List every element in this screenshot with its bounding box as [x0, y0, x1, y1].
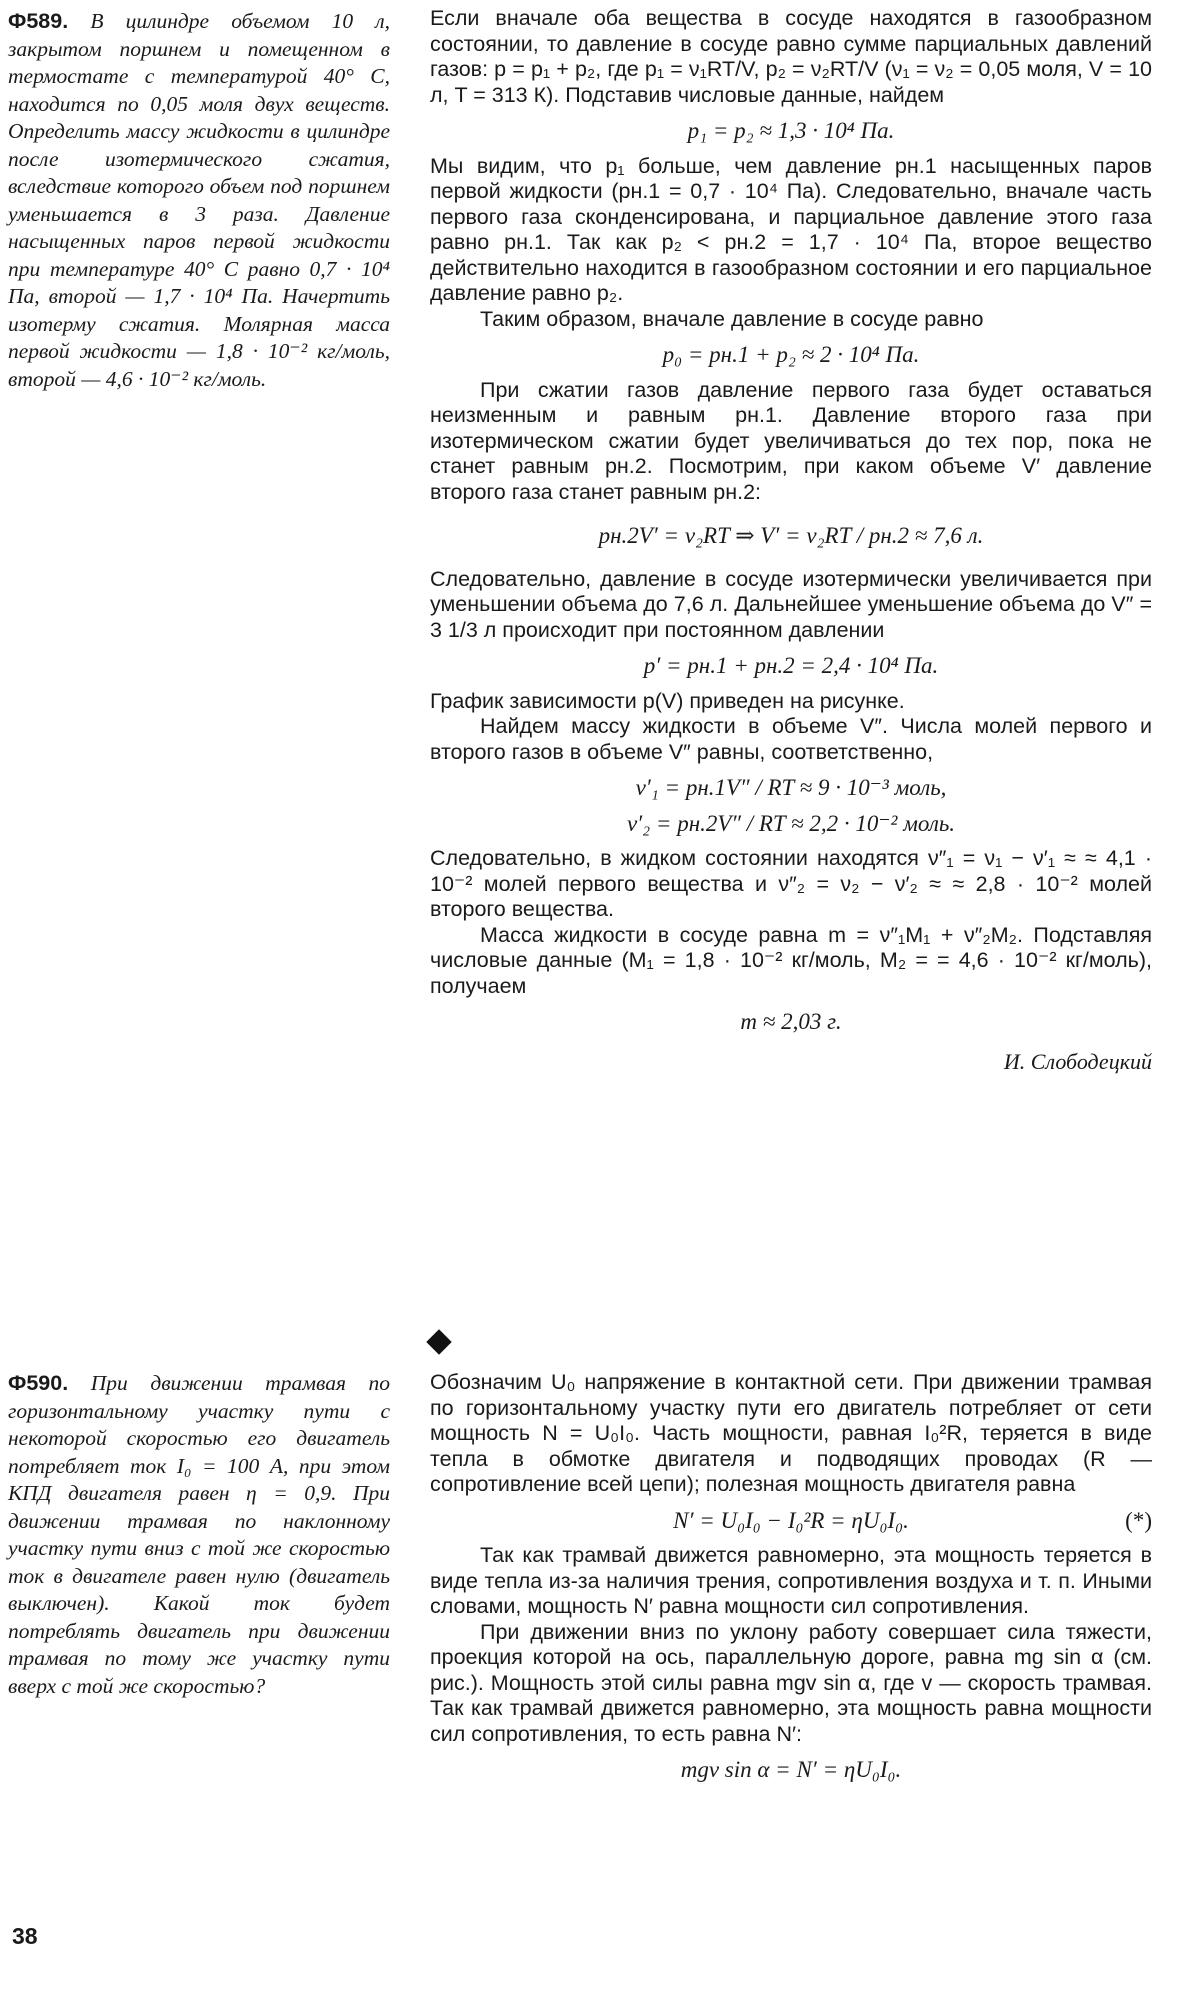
problem-589-statement: [8, 8, 390, 393]
author-signature: И. Слободецкий: [1003, 1048, 1152, 1074]
solution-589-eq-6: ν′₂ = pн.2V″ / RT ≈ 2,2 · 10⁻² моль.: [626, 810, 956, 836]
solution-590-para-2: Так как трамвай движется равномерно, эта мощность теряется в виде тепла из-за наличия трения, сопротивления воздуха и т. п. Иными словами, мощность N′ равна мощности сил сопротивления.: [430, 1543, 1152, 1618]
equation-tag: (*): [1125, 1507, 1152, 1533]
problem-590-text: При движении трамвая по горизонтальному участку пути с некоторой скоростью его двигатель потребляет ток I₀ = 100 А, при этом КПД двигателя равен η = 0,9. При движении трамвая по наклонному участку пути вниз с той же скоростью ток в двигателе равен нулю (двигатель выключен). Какой ток будет потреблять двигатель при движении трамвая по тому же участку пути вверх с той же скоростью?: [8, 1371, 391, 1698]
solution-589-eq-2: p₀ = pн.1 + p₂ ≈ 2 · 10⁴ Па.: [662, 342, 920, 367]
solution-589-eq-4: p′ = pн.1 + pн.2 = 2,4 · 10⁴ Па.: [643, 653, 939, 678]
page-number: 38: [12, 1923, 38, 1949]
solution-590-eq-1: [430, 1508, 1152, 1534]
problem-590-statement: [8, 1370, 390, 1700]
solution-590-para-3: При движении вниз по уклону работу совершает сила тяжести, проекция которой на ось, параллельную дороге, равна mg sin α (см. рис.). Мощность этой силы равна mgv sin α, где v — скорость трамвая. Так как трамвай движется равномерно, эта мощность равна мощности сил сопротивления, то есть равна N′:: [430, 1619, 1152, 1746]
solution-589-para-3: Таким образом, вначале давление в сосуде равно: [480, 306, 984, 331]
solution-589-para-2: Мы видим, что p₁ больше, чем давление pн.1 насыщенных паров первой жидкости (pн.1 = 0,7 · 10⁴ Па). Следовательно, вначале часть первого газа сконденсирована, и парциальное давление этого газа равно pн.1. Так как p₂ < pн.2 = 1,7 · 10⁴ Па, второе вещество действительно находится в газообразном состоянии и его парциальное давление равно p₂.: [430, 153, 1152, 305]
solution-589-para-1: Если вначале оба вещества в сосуде находятся в газообразном состоянии, то давление в сосуде равно сумме парциальных давлений газов: p = p₁ + p₂, где p₁ = ν₁RT/V, p₂ = ν₂RT/V (ν₁ = ν₂ = 0,05 моля, V = 10 л, T = 313 К). Подставив числовые данные, найдем: [430, 6, 1152, 107]
section-separator-diamond-icon: [426, 1329, 451, 1354]
solution-589-para-4: При сжатии газов давление первого газа будет оставаться неизменным и равным pн.1. Давление второго газа при изотермическом сжатии будет увеличиваться до тех пор, пока не станет равным pн.2. Посмотрим, при каком объеме V′ давление второго газа станет равным pн.2:: [430, 377, 1152, 504]
solution-589-para-9: Масса жидкости в сосуде равна m = ν″₁M₁ + ν″₂M₂. Подставляя числовые данные (M₁ = 1,8 · 10⁻² кг/моль, M₂ = = 4,6 · 10⁻² кг/моль), получаем: [430, 922, 1152, 998]
problem-589-solution: [430, 6, 1152, 1074]
solution-589-para-5: Следовательно, давление в сосуде изотермически увеличивается при уменьшении объема до 7,6 л. Дальнейшее уменьшение объема до V″ = 3 1/3 л происходит при постоянном давлении: [430, 566, 1152, 642]
solution-589-para-6: График зависимости p(V) приведен на рисунке.: [430, 688, 905, 713]
solution-589-para-8: Следовательно, в жидком состоянии находятся ν″₁ = ν₁ − ν′₁ ≈ ≈ 4,1 · 10⁻² молей первого вещества и ν″₂ = ν₂ − ν′₂ ≈ ≈ 2,8 · 10⁻² молей второго вещества.: [430, 846, 1152, 921]
solution-589-para-7: Найдем массу жидкости в объеме V″. Числа молей первого и второго газов в объеме V″ равны, соответственно,: [430, 714, 1152, 764]
solution-589-eq-5: ν′₁ = pн.1V″ / RT ≈ 9 · 10⁻³ моль,: [635, 775, 947, 800]
problem-590-number: Ф590.: [8, 1371, 69, 1395]
solution-590-eq-1-body: N′ = U₀I₀ − I₀²R = ηU₀I₀.: [673, 1507, 909, 1533]
solution-590-para-1: Обозначим U₀ напряжение в контактной сети. При движении трамвая по горизонтальному участку пути его двигатель потребляет от сети мощность N = U₀I₀. Часть мощности, равная I₀²R, теряется в виде тепла в обмотке двигателя и подводящих проводах (R — сопротивление всей цепи); полезная мощность двигателя равна: [430, 1370, 1152, 1496]
solution-589-eq-1: p₁ = p₂ ≈ 1,3 · 10⁴ Па.: [687, 118, 895, 143]
problem-589-number: Ф589.: [8, 9, 69, 33]
problem-590-solution: [430, 1370, 1152, 1793]
solution-589-eq-3: pн.2V′ = ν₂RT ⇒ V′ = ν₂RT / pн.2 ≈ 7,6 л.: [598, 523, 984, 548]
solution-589-eq-7: m ≈ 2,03 г.: [740, 1009, 842, 1034]
solution-590-eq-2: mgv sin α = N′ = ηU₀I₀.: [680, 1757, 902, 1782]
problem-589-text: В цилиндре объемом 10 л, закрытом поршнем и помещенном в термостате с температурой 40° С, находится по 0,05 моля двух веществ. Определить массу жидкости в цилиндре после изотермического сжатия, вследствие которого объем под поршнем уменьшается в 3 раза. Давление насыщенных паров первой жидкости при температуре 40° С равно 0,7 · 10⁴ Па, второй — 1,7 · 10⁴ Па. Начертить изотерму сжатия. Молярная масса первой жидкости — 1,8 · 10⁻² кг/моль, второй — 4,6 · 10⁻² кг/моль.: [8, 9, 390, 391]
